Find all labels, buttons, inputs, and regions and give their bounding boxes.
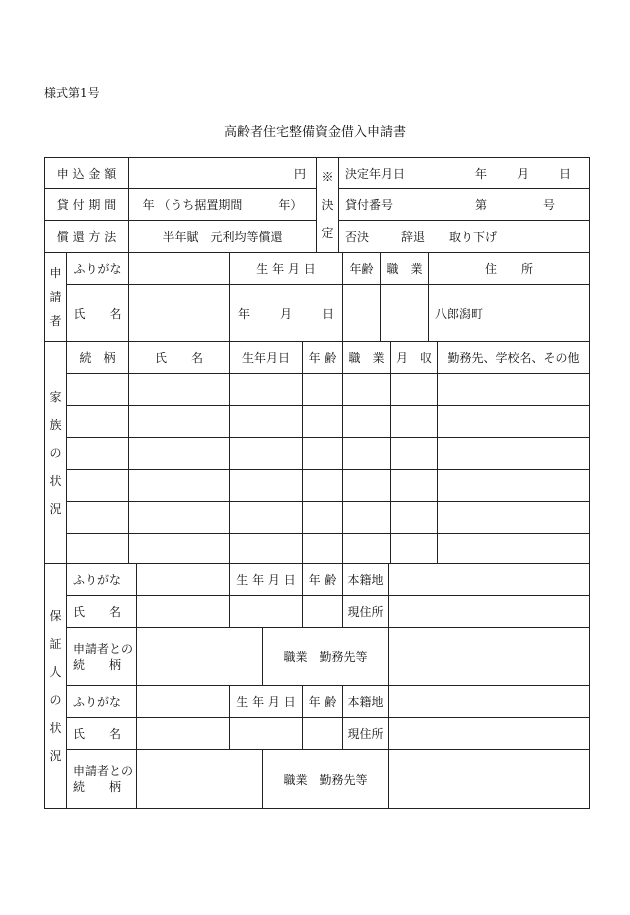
applicant-table — [44, 252, 590, 342]
family-name-field[interactable] — [129, 406, 230, 438]
repay-method-value: 半年賦 元利均等償還 — [129, 221, 317, 253]
applicant-birthdate-field[interactable] — [230, 285, 343, 342]
family-occupation-field[interactable] — [343, 406, 391, 438]
family-row — [45, 374, 590, 406]
family-header-relation: 続 柄 — [67, 342, 129, 374]
guarantor2-name-field[interactable] — [137, 718, 230, 750]
family-relation-field[interactable] — [67, 406, 129, 438]
family-other-field[interactable] — [438, 438, 590, 470]
family-occupation-field[interactable] — [343, 470, 391, 502]
year-unit: 年 — [237, 306, 250, 321]
family-relation-field[interactable] — [67, 374, 129, 406]
family-header-occupation: 職 業 — [343, 342, 391, 374]
family-other-field[interactable] — [438, 534, 590, 564]
guarantor1-furigana-field[interactable] — [137, 564, 230, 596]
family-income-field[interactable] — [391, 438, 438, 470]
decline-option[interactable]: 否決 — [345, 230, 370, 244]
family-birthdate-field[interactable] — [230, 406, 303, 438]
applicant-name-label: 氏 名 — [67, 285, 129, 342]
guarantor2-relation-field[interactable] — [137, 750, 263, 809]
family-row — [45, 470, 590, 502]
family-birthdate-field[interactable] — [230, 374, 303, 406]
family-age-field[interactable] — [303, 502, 343, 534]
family-relation-field[interactable] — [67, 534, 129, 564]
family-row — [45, 502, 590, 534]
family-age-field[interactable] — [303, 534, 343, 564]
guarantor1-age-field[interactable] — [303, 596, 343, 628]
applicant-birthdate-label: 生 年 月 日 — [230, 253, 343, 285]
applicant-occupation-label: 職 業 — [381, 253, 429, 285]
family-income-field[interactable] — [391, 406, 438, 438]
guarantor1-occupation-field[interactable] — [389, 628, 590, 686]
guarantor2-birthdate-field[interactable] — [230, 718, 303, 750]
family-income-field[interactable] — [391, 502, 438, 534]
loan-terms-table — [44, 157, 590, 253]
family-occupation-field[interactable] — [343, 502, 391, 534]
guarantor1-birthdate-label: 生 年 月 日 — [230, 564, 303, 596]
family-occupation-field[interactable] — [343, 374, 391, 406]
withdraw-option[interactable]: 取り下げ — [449, 230, 498, 244]
repay-method-label: 償 還 方 法 — [45, 221, 129, 253]
applicant-section-label: 申請者 — [45, 253, 67, 342]
guarantor1-address-label: 現住所 — [343, 596, 389, 628]
loan-number-label: 貸付番号 — [345, 198, 394, 212]
family-birthdate-field[interactable] — [230, 502, 303, 534]
decision-mark: ※決定 — [317, 158, 339, 253]
relation-line1: 申請者との — [73, 641, 134, 656]
applicant-age-label: 年齢 — [343, 253, 381, 285]
family-other-field[interactable] — [438, 470, 590, 502]
guarantor1-age-label: 年 齢 — [303, 564, 343, 596]
family-age-field[interactable] — [303, 470, 343, 502]
family-header-birthdate: 生年月日 — [230, 342, 303, 374]
family-name-field[interactable] — [129, 502, 230, 534]
family-name-field[interactable] — [129, 534, 230, 564]
guarantor2-domicile-label: 本籍地 — [343, 686, 389, 718]
guarantor1-address-field[interactable] — [389, 596, 590, 628]
family-occupation-field[interactable] — [343, 438, 391, 470]
guarantor1-relation-field[interactable] — [137, 628, 263, 686]
decision-date-label: 決定年月日 — [345, 166, 406, 181]
relation-line1: 申請者との — [73, 764, 134, 778]
guarantor1-occupation-label: 職業 勤務先等 — [263, 628, 389, 686]
loan-period-field[interactable]: 年 （うち据置期間 年） — [129, 189, 317, 221]
family-income-field[interactable] — [391, 534, 438, 564]
form-number: 様式第1号 — [44, 86, 100, 100]
family-income-field[interactable] — [391, 470, 438, 502]
family-name-field[interactable] — [129, 374, 230, 406]
family-age-field[interactable] — [303, 406, 343, 438]
applicant-occupation-field[interactable] — [381, 285, 429, 342]
family-age-field[interactable] — [303, 374, 343, 406]
go-unit: 号 — [543, 198, 556, 212]
applicant-name-field[interactable] — [129, 285, 230, 342]
relation-line2: 続 柄 — [73, 780, 122, 794]
family-other-field[interactable] — [438, 502, 590, 534]
applicant-address-field[interactable]: 八郎潟町 — [429, 285, 590, 342]
family-other-field[interactable] — [438, 374, 590, 406]
family-table — [44, 341, 590, 564]
month-unit: 月 — [517, 166, 530, 181]
guarantor2-birthdate-label: 生 年 月 日 — [230, 686, 303, 718]
family-birthdate-field[interactable] — [230, 438, 303, 470]
family-name-field[interactable] — [129, 470, 230, 502]
family-header-name: 氏 名 — [129, 342, 230, 374]
loan-period-label: 貸 付 期 間 — [45, 189, 129, 221]
guarantor2-name-label: 氏 名 — [67, 718, 137, 750]
apply-amount-field[interactable] — [129, 158, 317, 189]
guarantor1-name-field[interactable] — [137, 596, 230, 628]
apply-amount-label: 申 込 金 額 — [45, 158, 129, 189]
guarantor2-age-label: 年 齢 — [303, 686, 343, 718]
family-name-field[interactable] — [129, 438, 230, 470]
day-unit: 日 — [559, 166, 572, 181]
guarantor1-birthdate-field[interactable] — [230, 596, 303, 628]
family-header-income: 月 収 — [391, 342, 438, 374]
family-occupation-field[interactable] — [343, 534, 391, 564]
family-other-field[interactable] — [438, 406, 590, 438]
guarantor2-domicile-field[interactable] — [389, 686, 590, 718]
guarantor2-address-field[interactable] — [389, 718, 590, 750]
resign-option[interactable]: 辞退 — [401, 230, 426, 244]
dai-unit: 第 — [475, 198, 488, 212]
family-row — [45, 534, 590, 564]
document-title: 高齢者住宅整備資金借入申請書 — [223, 125, 406, 140]
yen-unit: 円 — [293, 166, 306, 181]
guarantor1-domicile-label: 本籍地 — [343, 564, 389, 596]
guarantor2-occupation-field[interactable] — [389, 750, 590, 809]
decision-result-field[interactable] — [339, 221, 590, 253]
guarantor-table — [44, 563, 590, 809]
applicant-furigana-field[interactable] — [129, 253, 230, 285]
guarantor2-relation-label — [67, 750, 137, 809]
family-relation-field[interactable] — [67, 502, 129, 534]
family-header-other: 勤務先、学校名、その他 — [438, 342, 590, 374]
decision-date-field[interactable] — [339, 158, 590, 189]
family-section-label: 家族の状況 — [45, 342, 67, 564]
family-row — [45, 438, 590, 470]
family-header-age: 年 齢 — [303, 342, 343, 374]
guarantor2-furigana-label: ふりがな — [67, 686, 137, 718]
applicant-furigana-label: ふりがな — [67, 253, 129, 285]
family-relation-field[interactable] — [67, 470, 129, 502]
family-birthdate-field[interactable] — [230, 534, 303, 564]
guarantor1-domicile-field[interactable] — [389, 564, 590, 596]
guarantor2-age-field[interactable] — [303, 718, 343, 750]
month-unit: 月 — [279, 306, 292, 321]
applicant-address-label: 住 所 — [429, 253, 590, 285]
year-unit: 年 — [475, 166, 488, 181]
family-relation-field[interactable] — [67, 438, 129, 470]
family-income-field[interactable] — [391, 374, 438, 406]
guarantor1-name-label: 氏 名 — [67, 596, 137, 628]
guarantor-section-label: 保証人の状況 — [45, 564, 67, 809]
relation-line2: 続 柄 — [73, 657, 122, 672]
family-birthdate-field[interactable] — [230, 470, 303, 502]
guarantor2-occupation-label: 職業 勤務先等 — [263, 750, 389, 809]
guarantor1-relation-label — [67, 628, 137, 686]
day-unit: 日 — [322, 306, 335, 321]
guarantor2-furigana-field[interactable] — [137, 686, 230, 718]
loan-number-field[interactable] — [339, 189, 590, 221]
family-age-field[interactable] — [303, 438, 343, 470]
applicant-age-field[interactable] — [343, 285, 381, 342]
family-row — [45, 406, 590, 438]
guarantor1-furigana-label: ふりがな — [67, 564, 137, 596]
guarantor2-address-label: 現住所 — [343, 718, 389, 750]
